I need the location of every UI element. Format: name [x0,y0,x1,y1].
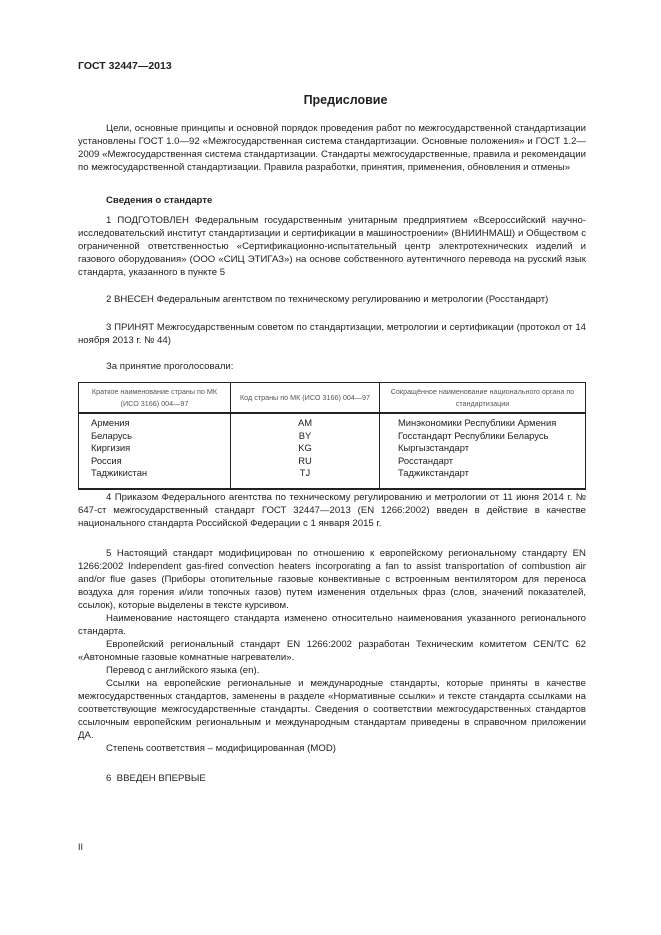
country-code: RU [231,455,380,468]
table-header: Код страны по МК (ИСО 3166) 004—97 [231,383,380,414]
item-5-text: Перевод с английского языка (en). [106,665,260,676]
item-3 [78,321,586,347]
country-name: Россия [79,455,231,468]
item-6-text: 6 ВВЕДЕН ВПЕРВЫЕ [106,773,206,784]
standards-body: Кыргызстандарт [380,442,586,455]
item-4-text: 4 Приказом Федерального агентства по техническому регулированию и метрологии от 11 июня 2014 г. № 647-ст межгосударственный стандарт ГОСТ 32447—2013 (EN 1266:2002) введен в действие в качестве национального стандарта Российской Федерации с 1 января 2015 г. [78,492,586,529]
page-number: II [78,842,84,852]
country-name: Таджикистан [79,467,231,489]
table-header: Краткое наименование страны по МК (ИСО 3166) 004—97 [79,383,231,414]
intro-paragraph [78,122,586,174]
item-5-text: Степень соответствия – модифицированная (MOD) [106,743,336,754]
item-5-text: Наименование настоящего стандарта изменено относительно наименования указанного регионального стандарта. [78,613,586,637]
item-3-text: 3 ПРИНЯТ Межгосударственным советом по стандартизации, метрологии и сертификации (протокол от 14 ноября 2013 г. № 44) [78,322,586,346]
item-2-text: 2 ВНЕСЕН Федеральным агентством по техническому регулированию и метрологии (Росстандарт) [106,294,549,305]
item-6 [78,772,586,785]
country-name: Беларусь [79,430,231,443]
table-row [79,467,586,489]
item-5-text: 5 Настоящий стандарт модифицирован по отношению к европейскому региональному стандарту EN 1266:2002 Independent gas-fired convection heaters incorporating a fan to assist transportation of combustion air and/or flue gases (Приборы отопительные газовые конвективные с встроенным вентилятором для переноса воздуха для горения и/или топочных газов) путем изменения отдельных фраз (слов, значений показателей, ссылок), которые выделены в тексте курсивом. [78,548,586,611]
voted-text: За принятие проголосовали: [106,361,234,372]
item-2 [78,293,586,306]
table-row [79,442,586,455]
standards-body: Госстандарт Республики Беларусь [380,430,586,443]
table-row [79,430,586,443]
country-code: BY [231,430,380,443]
country-code: KG [231,442,380,455]
document-header: ГОСТ 32447—2013 [78,60,172,72]
intro-text: Цели, основные принципы и основной порядок проведения работ по межгосударственной стандартизации установлены ГОСТ 1.0—92 «Межгосударственная система стандартизации. Основные положения» и ГОСТ 1.2—2009 «Межгосударственная система стандартизации. Стандарты межгосударственные, правила и рекомендации по межгосударственной стандартизации. Правила разработки, принятия, применения, обновления и отмены» [78,123,586,173]
standards-body: Таджикстандарт [380,467,586,489]
item-5-text: Ссылки на европейские региональные и международные стандарты, которые приняты в качестве межгосударственных стандартов, заменены в разделе «Нормативные ссылки» и тексте стандарта ссылками на соответствующие межгосударственные стандарты. Сведения о соответствии межгосударственных стандартов ссылочным европейским региональным и международным стандартам приведены в справочном приложении ДА. [78,678,586,741]
item-4 [78,491,586,530]
section-heading-text: Сведения о стандарте [106,195,213,206]
country-name: Киргизия [79,442,231,455]
table-row [79,413,586,430]
table-header: Сокращённое наименование национального органа по стандартизации [380,383,586,414]
voted-label [78,360,586,373]
page-title: Предисловие [303,93,388,107]
country-code: AM [231,413,380,430]
item-1-text: 1 ПОДГОТОВЛЕН Федеральным государственным унитарным предприятием «Всероссийский научно-исследовательский институт стандартизации и сертификации в машиностроении» (ВНИИНМАШ) и Обществом с ограниченной ответственностью «Сертификационно-испытательный центр электротехнических изделий и газового оборудования» (ООО «СИЦ ЭТИГАЗ») на основе собственного аутентичного перевода на русский язык стандарта, указанного в пункте 5 [78,215,586,278]
section-heading [78,194,586,207]
item-5-text: Европейский региональный стандарт EN 1266:2002 разработан Техническим комитетом CEN/TC 62 «Автономные газовые комнатные нагреватели». [78,639,586,663]
country-name: Армения [79,413,231,430]
item-5 [78,547,586,755]
table-row [79,455,586,468]
voting-table [78,382,586,490]
standards-body: Росстандарт [380,455,586,468]
item-1 [78,214,586,279]
country-code: TJ [231,467,380,489]
standards-body: Минэкономики Республики Армения [380,413,586,430]
